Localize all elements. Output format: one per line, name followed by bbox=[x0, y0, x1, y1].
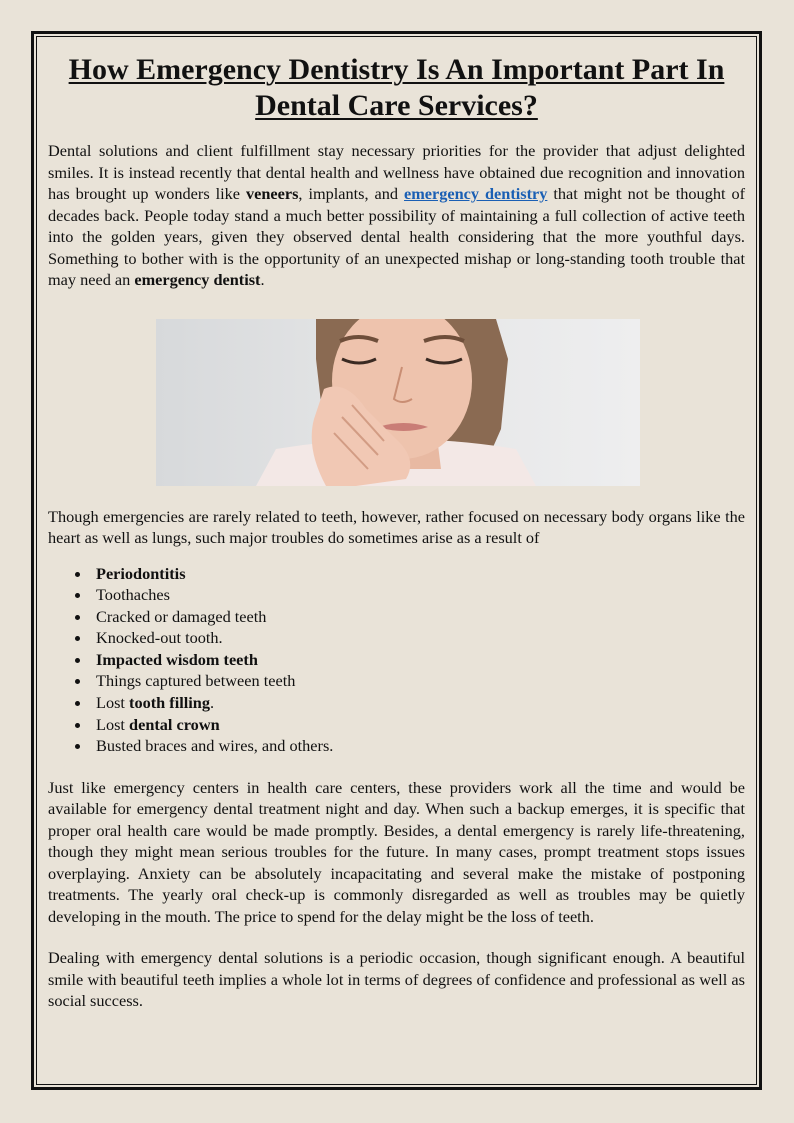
list-item-bold: Periodontitis bbox=[96, 563, 186, 583]
list-item bbox=[96, 627, 745, 649]
veneers-bold: veneers bbox=[245, 184, 299, 203]
toothache-photo bbox=[156, 319, 640, 486]
dental-issues-list bbox=[48, 563, 745, 757]
list-item bbox=[96, 670, 745, 692]
list-item-text: Knocked-out tooth. bbox=[96, 628, 223, 648]
list-item bbox=[96, 735, 745, 757]
emergencies-paragraph: Though emergencies are rarely related to teeth, however, rather focused on necessary body organs like the heart as well as lungs, such major troubles do sometimes arise as a result of bbox=[48, 506, 745, 547]
intro-text-3: that might not be thought of decades back. People today stand a much better possibility of maintaining a full collection of active teeth into the golden years, given they observed dental health considering that the more youthful days. Something to bother with is the opportunity of an unexpected mishap or long-standing tooth trouble that may need an bbox=[48, 184, 746, 289]
emergency-dentist-bold: emergency dentist bbox=[134, 270, 261, 289]
list-item-text: Busted braces and wires, and others. bbox=[96, 736, 334, 756]
list-item-bold: Impacted wisdom teeth bbox=[96, 649, 258, 669]
intro-text-4: . bbox=[260, 270, 265, 289]
list-item bbox=[96, 606, 745, 628]
list-item-text: Toothaches bbox=[96, 585, 170, 605]
list-item-text: Lost bbox=[96, 693, 130, 713]
list-item-text: Cracked or damaged teeth bbox=[96, 606, 267, 626]
closing-paragraph: Dealing with emergency dental solutions is a periodic occasion, though significant enough. A beautiful smile with beautiful teeth implies a whole lot in terms of degrees of confidence and professional as well as social success. bbox=[48, 948, 745, 1011]
intro-paragraph bbox=[48, 140, 745, 291]
list-item-text: Things captured between teeth bbox=[96, 671, 296, 691]
list-item bbox=[96, 649, 745, 671]
list-item bbox=[96, 584, 745, 606]
list-item-text: Lost bbox=[96, 714, 130, 734]
list-item-suffix: . bbox=[210, 693, 215, 713]
article-title: How Emergency Dentistry Is An Important Part In Dental Care Services? bbox=[68, 53, 725, 122]
list-item-bold: tooth filling bbox=[129, 693, 210, 713]
article bbox=[48, 52, 745, 1012]
intro-text-2: , implants, and bbox=[298, 184, 405, 203]
intro-text-1: Dental solutions and client fulfillment stay necessary priorities for the provider that adjust delighted smiles. It is instead recently that dental health and wellness have obtained due recognition and innovation has brought up wonders like bbox=[48, 141, 745, 203]
list-item bbox=[96, 563, 745, 585]
list-item bbox=[96, 714, 745, 736]
list-item-bold: dental crown bbox=[129, 714, 220, 734]
woman-with-toothache-illustration bbox=[156, 319, 640, 486]
list-item bbox=[96, 692, 745, 714]
emergency-centers-paragraph: Just like emergency centers in health care centers, these providers work all the time and would be available for emergency dental treatment night and day. When such a backup emerges, it is specific that proper oral health care would be made promptly. Besides, a dental emergency is rarely life-threatening, though they might mean serious troubles for the future. In many cases, prompt treatment stops issues overplaying. Anxiety can be absolutely incapacitating and several make the mistake of postponing treatments. The yearly oral check-up is commonly disregarded as well as troubles may be quietly developing in the mouth. The price to spend for the delay might be the loss of teeth. bbox=[48, 777, 745, 926]
emergency-dentistry-link[interactable]: emergency dentistry bbox=[404, 184, 548, 203]
